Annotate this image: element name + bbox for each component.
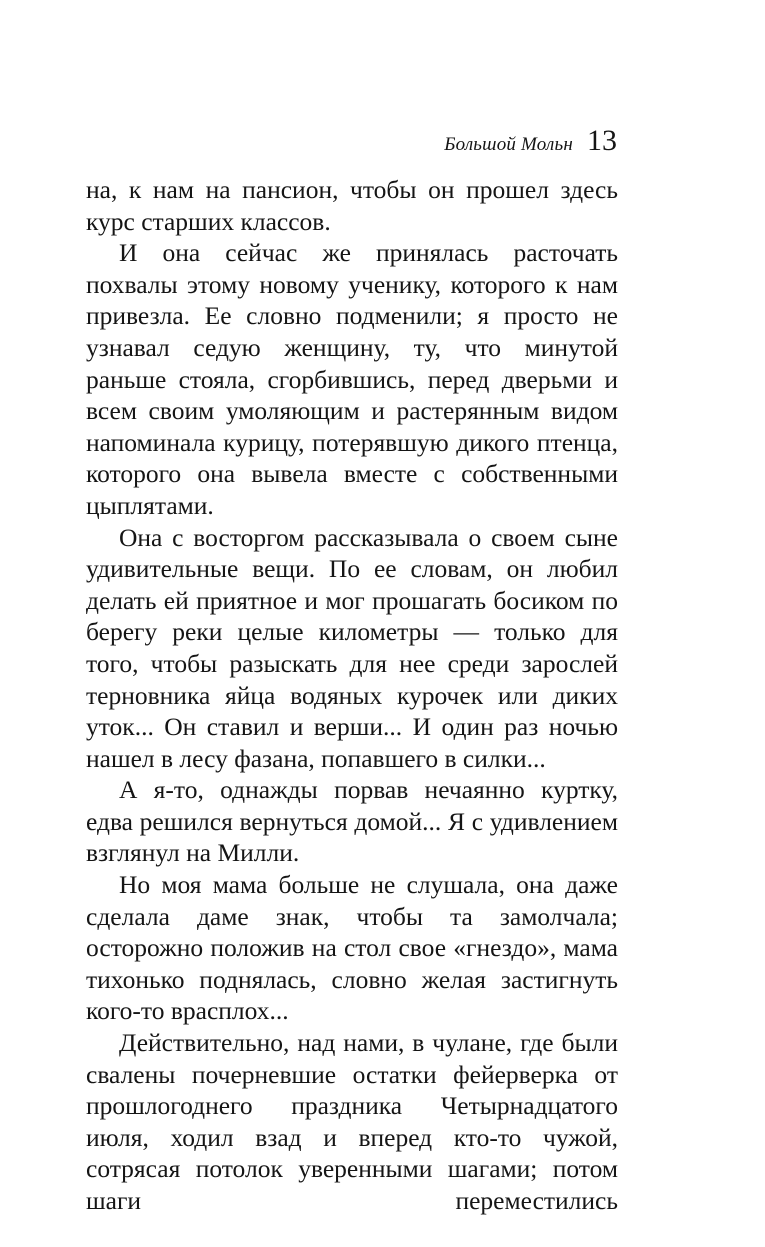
- paragraph: Действительно, над нами, в чулане, где были свалены почерневшие остатки фейерверка от прошлогоднего праздника Четырнадцатого июля, ходил взад и вперед кто-то чужой, сотрясая потолок уверенными шагами; потом шаги переместились: [86, 1028, 618, 1215]
- book-title: Большой Мольн: [444, 134, 573, 155]
- page-number: 13: [587, 124, 617, 157]
- paragraph: на, к нам на пансион, чтобы он прошел здесь курс старших классов.: [86, 175, 618, 236]
- paragraph: Но моя мама больше не слушала, она даже сделала даме знак, чтобы та замолчала; осторожно положив на стол свое «гнездо», мама тихонько поднялась, словно желая застигнуть кого-то врасплох...: [86, 870, 618, 1026]
- paragraph: Она с восторгом рассказывала о своем сыне удивительные вещи. По ее словам, он любил делать ей приятное и мог прошагать босиком по берегу реки целые километры — только для того, чтобы разыскать для нее среди зарослей терновника яйца водяных курочек или диких уток... Он ставил и верши... И один раз ночью нашел в лесу фазана, попавшего в силки...: [86, 522, 618, 773]
- body-text: [86, 174, 618, 1217]
- running-header: [444, 126, 617, 156]
- paragraph: А я-то, однажды порвав нечаянно куртку, едва решился вернуться домой... Я с удивлением взглянул на Милли.: [86, 775, 618, 868]
- paragraph: И она сейчас же принялась расточать похвалы этому новому ученику, которого к нам привезла. Ее словно подменили; я просто не узнавал седую женщину, ту, что минутой раньше стояла, сгорбившись, перед дверьми и всем своим умоляющим и растерянным видом напоминала курицу, потерявшую дикого птенца, которого она вывела вместе с собственными цыплятами.: [86, 238, 618, 520]
